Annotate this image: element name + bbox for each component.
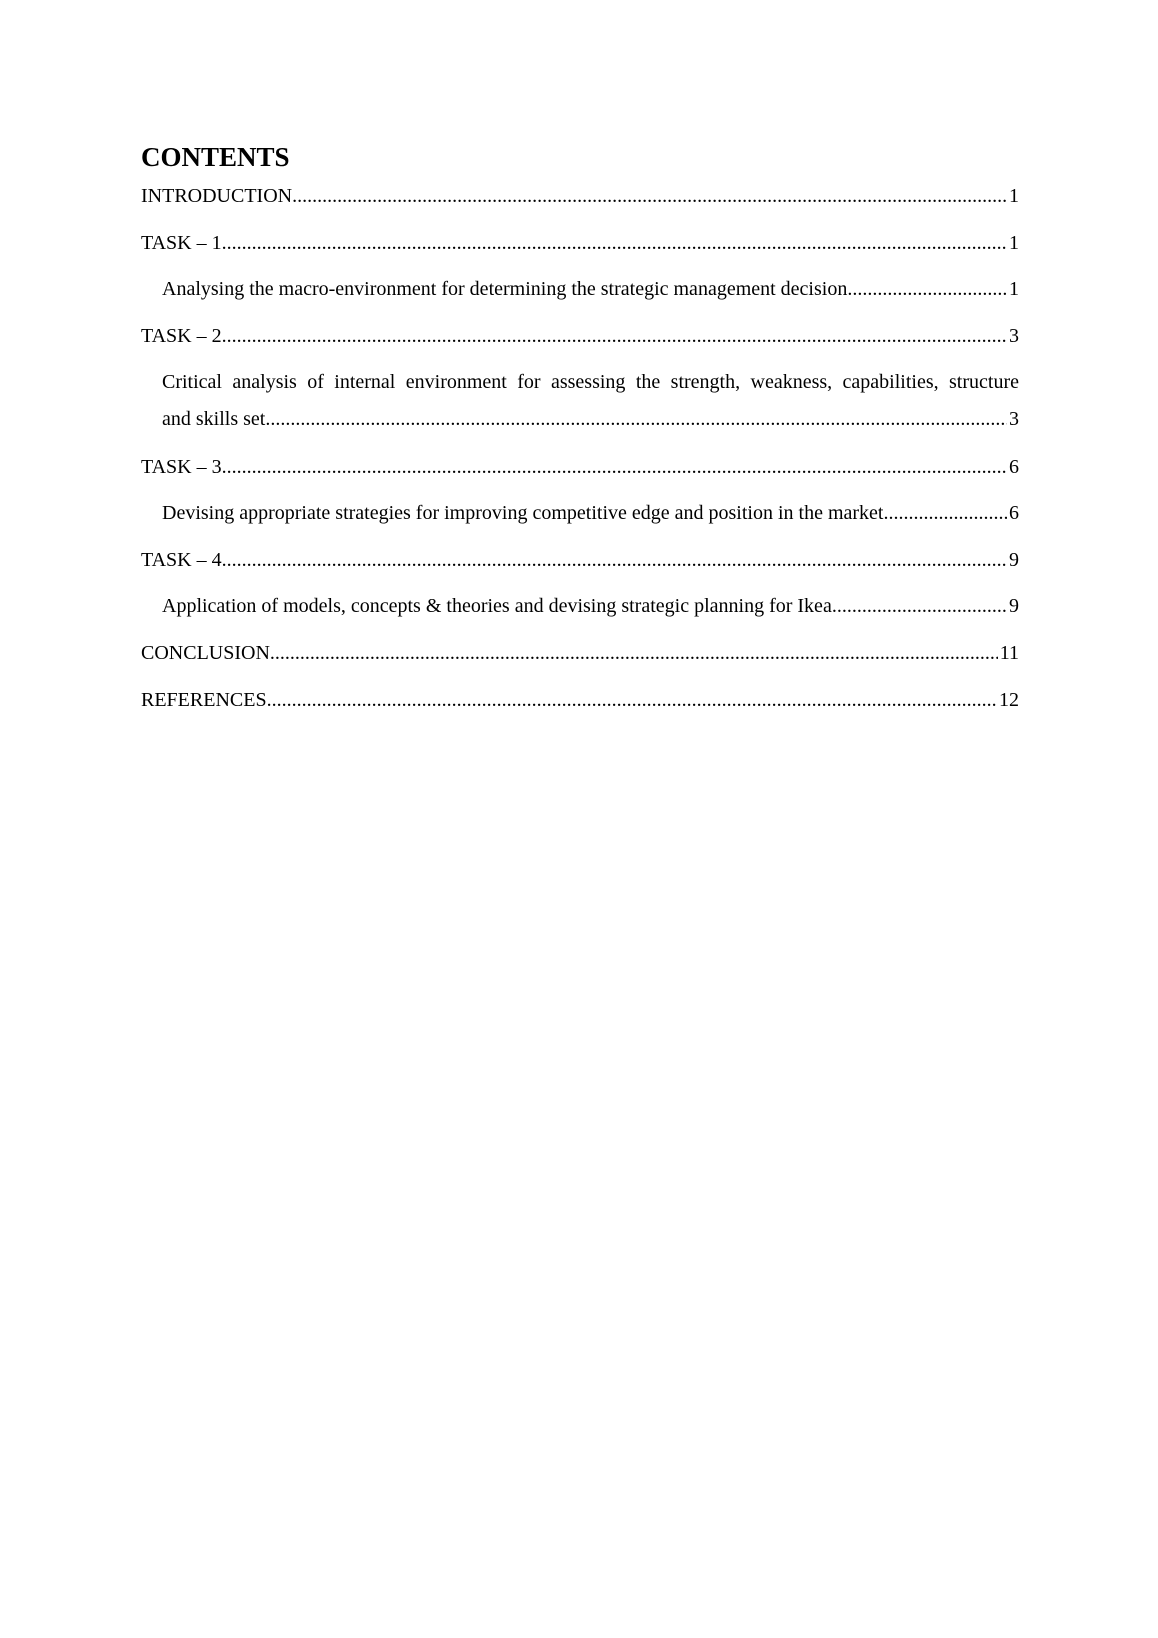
toc-page-number: 1 — [1009, 185, 1019, 207]
dot-leader — [883, 495, 1007, 532]
toc-entry-label: Analysing the macro-environment for determining the strategic management decision — [162, 278, 848, 300]
toc-page-number: 12 — [999, 689, 1019, 711]
toc-page-number: 6 — [1009, 502, 1019, 524]
toc-entry-label: Application of models, concepts & theories and devising strategic planning for Ikea — [162, 595, 832, 617]
toc-entry-label-line-2: and skills set — [162, 408, 266, 430]
dot-leader — [222, 225, 1007, 262]
toc-entry-task-2[interactable] — [141, 318, 1019, 355]
dot-leader — [222, 449, 1007, 486]
toc-page-number: 9 — [1009, 595, 1019, 617]
dot-leader — [267, 682, 997, 719]
toc-entry-strategies[interactable] — [162, 495, 1019, 532]
toc-entry-label: TASK – 4 — [141, 549, 222, 571]
toc-page-number: 9 — [1009, 549, 1019, 571]
toc-page-number: 3 — [1009, 408, 1019, 430]
dot-leader — [222, 318, 1007, 355]
toc-entry-macro-environment[interactable] — [162, 271, 1019, 308]
dot-leader — [265, 401, 1007, 438]
toc-entry-label: REFERENCES — [141, 689, 267, 711]
toc-entry-task-3[interactable] — [141, 449, 1019, 486]
toc-entry-label: TASK – 1 — [141, 232, 222, 254]
toc-page-number: 11 — [999, 642, 1019, 664]
toc-entry-task-1[interactable] — [141, 225, 1019, 262]
toc-entry-label: INTRODUCTION — [141, 185, 293, 207]
toc-page-number: 3 — [1009, 325, 1019, 347]
toc-entry-label: Devising appropriate strategies for improving competitive edge and position in the market — [162, 502, 884, 524]
toc-page-number: 1 — [1009, 278, 1019, 300]
dot-leader — [222, 542, 1007, 579]
toc-entry-internal-environment[interactable] — [162, 364, 1019, 438]
toc-entry-introduction[interactable] — [141, 178, 1019, 215]
toc-entry-application-of-models[interactable] — [162, 588, 1019, 625]
dot-leader — [270, 635, 998, 672]
toc-page-number: 6 — [1009, 456, 1019, 478]
toc-title: CONTENTS — [141, 142, 290, 172]
toc-entry-label-line-1: Critical analysis of internal environment for assessing the strength, weakness, capabilities, structure — [162, 371, 1019, 393]
toc-entry-label: CONCLUSION — [141, 642, 270, 664]
toc-entry-label: TASK – 3 — [141, 456, 222, 478]
toc-entry-references[interactable] — [141, 682, 1019, 719]
toc-entry-label: TASK – 2 — [141, 325, 222, 347]
toc-entry-task-4[interactable] — [141, 542, 1019, 579]
dot-leader — [847, 271, 1007, 308]
toc-entry-conclusion[interactable] — [141, 635, 1019, 672]
toc-page-number: 1 — [1009, 232, 1019, 254]
dot-leader — [832, 588, 1007, 625]
dot-leader — [292, 178, 1007, 215]
